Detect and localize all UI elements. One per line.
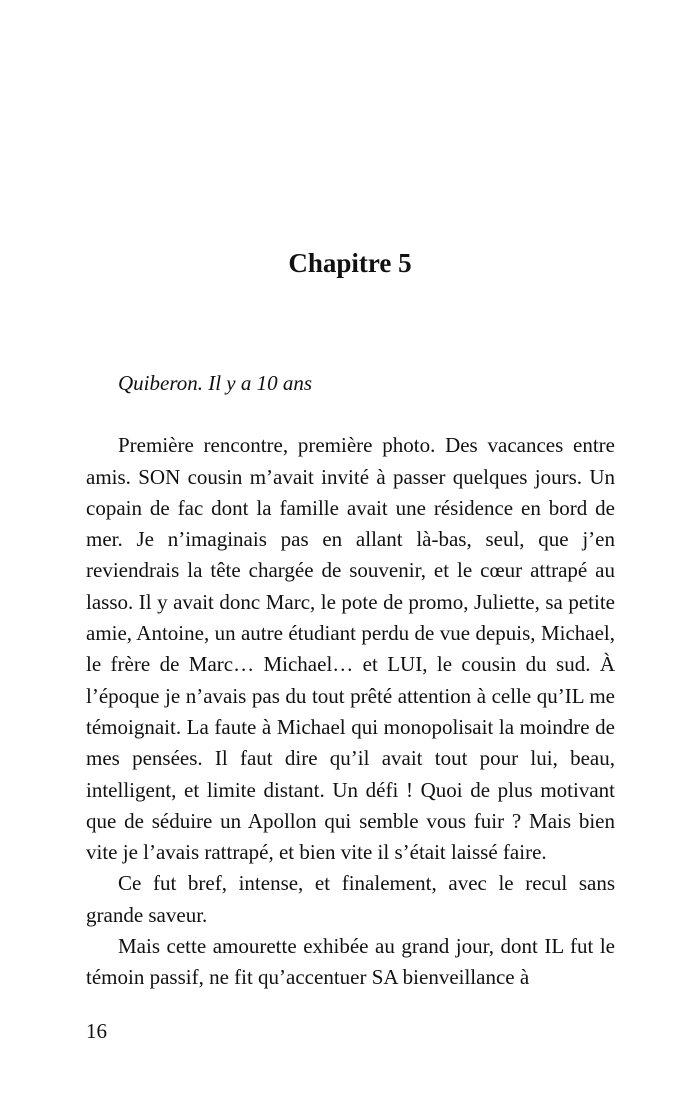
chapter-subtitle: Quiberon. Il y a 10 ans — [118, 371, 313, 395]
page-number: 16 — [86, 1019, 107, 1043]
chapter-body — [86, 368, 615, 994]
chapter-title: Chapitre 5 — [288, 248, 412, 278]
paragraph: Ce fut bref, intense, et finalement, avec le recul sans grande saveur. — [86, 871, 615, 927]
paragraph: Mais cette amourette exhibée au grand jour, dont IL fut le témoin passif, ne fit qu’accentuer SA bienveillance à — [86, 934, 615, 990]
paragraph: Première rencontre, première photo. Des vacances entre amis. SON cousin m’avait invité à passer quelques jours. Un copain de fac dont la famille avait une résidence en bord de mer. Je n’imaginais pas en allant là-bas, seul, que j’en reviendrais la tête chargée de souvenir, et le cœur attrapé au lasso. Il y avait donc Marc, le pote de promo, Juliette, sa petite amie, Antoine, un autre étudiant perdu de vue depuis, Michael, le frère de Marc… Michael… et LUI, le cousin du sud. À l’époque je n’avais pas du tout prêté attention à celle qu’IL me témoignait. La faute à Michael qui monopolisait la moindre de mes pensées. Il faut dire qu’il avait tout pour lui, beau, intelligent, et limite distant. Un défi ! Quoi de plus motivant que de séduire un Apollon qui semble vous fuir ? Mais bien vite je l’avais rattrapé, et bien vite il s’était laissé faire. — [86, 433, 615, 865]
